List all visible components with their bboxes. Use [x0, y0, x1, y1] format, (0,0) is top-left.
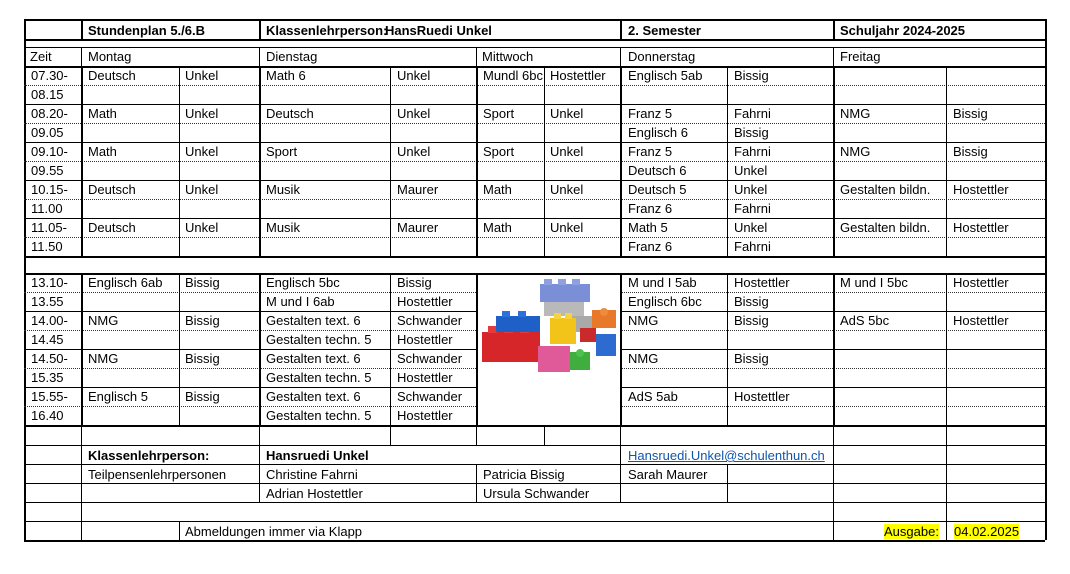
lesson-teacher: Schwander — [397, 351, 463, 366]
grid-line-h — [24, 521, 1045, 522]
grid-line-v — [833, 47, 834, 66]
lego-brick-yellow — [550, 318, 576, 344]
lesson-teacher: Unkel — [185, 220, 219, 235]
grid-line-h — [24, 425, 476, 427]
lego-brick-pink — [538, 346, 570, 372]
day-header-donnerstag: Donnerstag — [628, 49, 696, 64]
grid-line-h — [24, 311, 476, 312]
time-start: 15.55- — [31, 389, 68, 404]
lesson-subject: M und I 6ab — [266, 294, 335, 309]
lesson-subject: Englisch 5 — [88, 389, 148, 404]
lesson-teacher: Bissig — [734, 125, 769, 140]
lesson-subject: Math 6 — [266, 68, 306, 83]
grid-line-v — [833, 19, 835, 39]
lesson-subject: Englisch 6bc — [628, 294, 702, 309]
lesson-subject: Deutsch 6 — [628, 163, 687, 178]
teacher-name: Patricia Bissig — [483, 467, 565, 482]
grid-line-v — [727, 66, 728, 256]
footer-klassenlehrperson-name: Hansruedi Unkel — [266, 448, 369, 463]
teacher-email-link[interactable]: Hansruedi.Unkel@schulenthun.ch — [628, 448, 825, 463]
lesson-teacher: Maurer — [397, 182, 439, 197]
grid-line-h — [24, 256, 1045, 258]
grid-line-v — [620, 47, 621, 66]
lesson-subject: Musik — [266, 182, 300, 197]
lesson-subject: Franz 6 — [628, 201, 673, 216]
day-header-zeit: Zeit — [30, 49, 52, 64]
lesson-teacher: Hostettler — [397, 408, 453, 423]
lesson-subject: M und I 5bc — [840, 275, 908, 290]
lesson-subject: Math — [483, 182, 512, 197]
grid-line-h — [24, 161, 1045, 162]
lesson-teacher: Bissig — [734, 68, 769, 83]
day-header-freitag: Freitag — [840, 49, 881, 64]
time-start: 13.10- — [31, 275, 68, 290]
lesson-teacher: Hostettler — [953, 313, 1009, 328]
time-end: 09.05 — [31, 125, 64, 140]
lesson-subject: Gestalten text. 6 — [266, 313, 361, 328]
grid-line-v — [390, 273, 391, 425]
ausgabe-date: 04.02.2025 — [954, 524, 1020, 539]
grid-line-v — [81, 47, 82, 66]
lesson-teacher: Maurer — [397, 220, 439, 235]
grid-line-v — [81, 273, 83, 425]
grid-line-v — [620, 425, 621, 445]
time-end: 13.55 — [31, 294, 64, 309]
lesson-subject: Gestalten techn. 5 — [266, 408, 372, 423]
lego-brick-blue — [496, 316, 540, 332]
lesson-teacher: Hostettler — [953, 182, 1009, 197]
lego-brick-blue-top — [540, 284, 590, 302]
grid-line-h — [24, 142, 1045, 143]
teacher-name: Adrian Hostettler — [266, 486, 363, 501]
stundenplan-title: Stundenplan 5./6.B — [88, 23, 206, 38]
lesson-teacher: Hostettler — [953, 275, 1009, 290]
lesson-teacher: Unkel — [734, 163, 768, 178]
grid-line-v — [81, 425, 82, 445]
lesson-teacher: Bissig — [734, 294, 769, 309]
klassenlehrperson-label: Klassenlehrperson: — [266, 23, 388, 38]
lesson-teacher: Unkel — [397, 106, 431, 121]
lesson-teacher: Fahrni — [734, 144, 771, 159]
lesson-subject: AdS 5ab — [628, 389, 678, 404]
grid-line-v — [259, 19, 261, 39]
lesson-subject: Gestalten text. 6 — [266, 389, 361, 404]
grid-line-v — [620, 445, 621, 502]
lesson-teacher: Bissig — [185, 275, 220, 290]
time-start: 10.15- — [31, 182, 68, 197]
grid-line-h — [24, 406, 476, 407]
lesson-subject: Franz 5 — [628, 106, 673, 121]
lesson-teacher: Fahrni — [734, 239, 771, 254]
lesson-teacher: Hostettler — [397, 332, 453, 347]
time-end: 11.00 — [31, 201, 63, 216]
lesson-teacher: Hostettler — [397, 370, 453, 385]
lesson-teacher: Hostettler — [550, 68, 606, 83]
lego-bricks-image — [478, 276, 618, 376]
lesson-teacher: Bissig — [953, 144, 988, 159]
grid-line-v — [946, 66, 947, 256]
grid-line-h — [24, 387, 476, 388]
grid-line-h — [24, 464, 1045, 465]
lesson-subject: NMG — [88, 313, 119, 328]
lesson-subject: Deutsch — [88, 68, 136, 83]
time-end: 11.50 — [31, 239, 63, 254]
grid-line-h — [24, 199, 1045, 200]
lesson-subject: Sport — [483, 106, 515, 121]
grid-line-v — [544, 66, 545, 256]
grid-line-h — [24, 349, 476, 350]
time-start: 08.20- — [31, 106, 68, 121]
lesson-teacher: Unkel — [550, 106, 584, 121]
grid-line-h — [24, 218, 1045, 219]
lesson-subject: Englisch 5ab — [628, 68, 703, 83]
grid-line-h — [24, 39, 1045, 41]
grid-line-v — [833, 273, 835, 425]
grid-line-v — [259, 273, 261, 425]
grid-line-v — [476, 425, 477, 445]
day-header-montag: Montag — [88, 49, 132, 64]
grid-line-h — [24, 104, 1045, 105]
time-start: 09.10- — [31, 144, 68, 159]
lesson-subject: Musik — [266, 220, 300, 235]
day-header-mittwoch: Mittwoch — [482, 49, 534, 64]
lesson-teacher: Unkel — [185, 144, 219, 159]
lesson-subject: Englisch 6ab — [88, 275, 163, 290]
lesson-subject: Franz 5 — [628, 144, 673, 159]
lesson-subject: NMG — [840, 144, 871, 159]
lesson-subject: Math 5 — [628, 220, 668, 235]
lesson-teacher: Schwander — [397, 313, 463, 328]
grid-line-v — [833, 66, 835, 256]
lesson-teacher: Fahrni — [734, 201, 771, 216]
grid-line-v — [946, 273, 947, 425]
time-end: 16.40 — [31, 408, 64, 423]
lesson-subject: Gestalten bildn. — [840, 220, 931, 235]
grid-line-v — [259, 425, 260, 445]
grid-line-h — [24, 445, 1045, 446]
abmeldung-note: Abmeldungen immer via Klapp — [185, 524, 363, 539]
lesson-subject: Gestalten techn. 5 — [266, 332, 372, 347]
lesson-teacher: Unkel — [734, 182, 768, 197]
lesson-subject: NMG — [628, 351, 659, 366]
lesson-subject: AdS 5bc — [840, 313, 890, 328]
time-end: 14.45 — [31, 332, 64, 347]
lesson-teacher: Bissig — [185, 351, 220, 366]
time-start: 07.30- — [31, 68, 68, 83]
grid-line-v — [727, 464, 728, 502]
grid-line-h — [24, 19, 1045, 21]
klassenlehrperson-name: HansRuedi Unkel — [385, 23, 492, 38]
lesson-subject: Gestalten techn. 5 — [266, 370, 372, 385]
time-start: 14.50- — [31, 351, 68, 366]
grid-line-v — [727, 273, 728, 425]
lesson-subject: Deutsch 5 — [628, 182, 687, 197]
lesson-subject: Math — [483, 220, 512, 235]
lesson-subject: Gestalten text. 6 — [266, 351, 361, 366]
teilpensen-label: Teilpensenlehrpersonen — [88, 467, 227, 482]
lesson-teacher: Unkel — [550, 182, 584, 197]
grid-line-h — [24, 237, 1045, 238]
grid-line-v — [81, 66, 83, 256]
grid-line-h — [24, 330, 476, 331]
grid-line-h — [24, 180, 1045, 181]
grid-line-h — [476, 425, 620, 427]
grid-line-v — [24, 19, 26, 540]
time-end: 15.35 — [31, 370, 64, 385]
grid-line-h — [24, 47, 1045, 48]
lego-brick-gray — [544, 302, 584, 316]
lesson-teacher: Unkel — [185, 68, 219, 83]
grid-line-v — [81, 445, 82, 540]
lesson-subject: NMG — [840, 106, 871, 121]
lesson-teacher: Bissig — [185, 313, 220, 328]
lesson-teacher: Hostettler — [397, 294, 453, 309]
lesson-teacher: Unkel — [185, 182, 219, 197]
grid-line-v — [179, 66, 180, 256]
grid-line-v — [620, 66, 622, 256]
lesson-teacher: Unkel — [550, 220, 584, 235]
grid-line-v — [1045, 19, 1047, 540]
teacher-name: Ursula Schwander — [483, 486, 590, 501]
lesson-subject: Franz 6 — [628, 239, 673, 254]
lesson-teacher: Fahrni — [734, 106, 771, 121]
teacher-name: Sarah Maurer — [628, 467, 708, 482]
grid-line-h — [24, 502, 1045, 503]
grid-line-h — [24, 368, 476, 369]
grid-line-v — [476, 47, 477, 66]
grid-line-v — [179, 273, 180, 425]
lesson-teacher: Unkel — [550, 144, 584, 159]
grid-line-v — [620, 19, 622, 39]
lesson-teacher: Unkel — [734, 220, 768, 235]
lesson-subject: M und I 5ab — [628, 275, 697, 290]
lesson-subject: Deutsch — [88, 220, 136, 235]
lesson-subject: Deutsch — [266, 106, 314, 121]
lesson-subject: Deutsch — [88, 182, 136, 197]
ausgabe-label: Ausgabe: — [884, 524, 939, 539]
lesson-teacher: Schwander — [397, 389, 463, 404]
grid-line-v — [476, 66, 478, 256]
lesson-teacher: Bissig — [734, 351, 769, 366]
grid-line-h — [24, 483, 1045, 484]
lesson-teacher: Unkel — [185, 106, 219, 121]
lesson-teacher: Hostettler — [953, 220, 1009, 235]
lesson-subject: Englisch 5bc — [266, 275, 340, 290]
lesson-teacher: Unkel — [397, 68, 431, 83]
lesson-teacher: Bissig — [397, 275, 432, 290]
grid-line-v — [179, 521, 180, 540]
grid-line-h — [24, 292, 476, 293]
schuljahr-label: Schuljahr 2024-2025 — [840, 23, 966, 38]
grid-line-v — [259, 47, 260, 66]
lesson-subject: Gestalten bildn. — [840, 182, 931, 197]
grid-line-v — [259, 66, 261, 256]
lesson-subject: Math — [88, 106, 117, 121]
grid-line-v — [946, 425, 947, 540]
grid-line-v — [833, 425, 834, 540]
lesson-subject: NMG — [88, 351, 119, 366]
lesson-subject: Mundl 6bc — [483, 68, 543, 83]
lesson-subject: Sport — [266, 144, 298, 159]
lesson-subject: Englisch 6 — [628, 125, 688, 140]
lesson-teacher: Bissig — [953, 106, 988, 121]
time-start: 11.05- — [31, 220, 67, 235]
grid-line-v — [390, 425, 391, 445]
lesson-teacher: Hostettler — [734, 275, 790, 290]
lesson-subject: Math — [88, 144, 117, 159]
grid-line-h — [24, 85, 1045, 86]
lesson-teacher: Bissig — [734, 313, 769, 328]
time-end: 09.55 — [31, 163, 64, 178]
semester-label: 2. Semester — [628, 23, 701, 38]
grid-line-v — [476, 464, 477, 502]
footer-klassenlehrperson-label: Klassenlehrperson: — [88, 448, 210, 463]
lego-brick-red — [482, 332, 540, 362]
lesson-teacher: Bissig — [185, 389, 220, 404]
grid-line-v — [544, 425, 545, 445]
grid-line-v — [81, 19, 83, 39]
time-end: 08.15 — [31, 87, 64, 102]
day-header-dienstag: Dienstag — [266, 49, 318, 64]
lesson-subject: Sport — [483, 144, 515, 159]
lesson-subject: NMG — [628, 313, 659, 328]
grid-line-h — [24, 123, 1045, 124]
grid-line-h — [24, 540, 1045, 542]
lesson-teacher: Hostettler — [734, 389, 790, 404]
time-start: 14.00- — [31, 313, 68, 328]
grid-line-v — [620, 273, 622, 425]
grid-line-v — [390, 66, 391, 256]
lesson-teacher: Unkel — [397, 144, 431, 159]
grid-line-v — [259, 445, 260, 502]
teacher-name: Christine Fahrni — [266, 467, 358, 482]
